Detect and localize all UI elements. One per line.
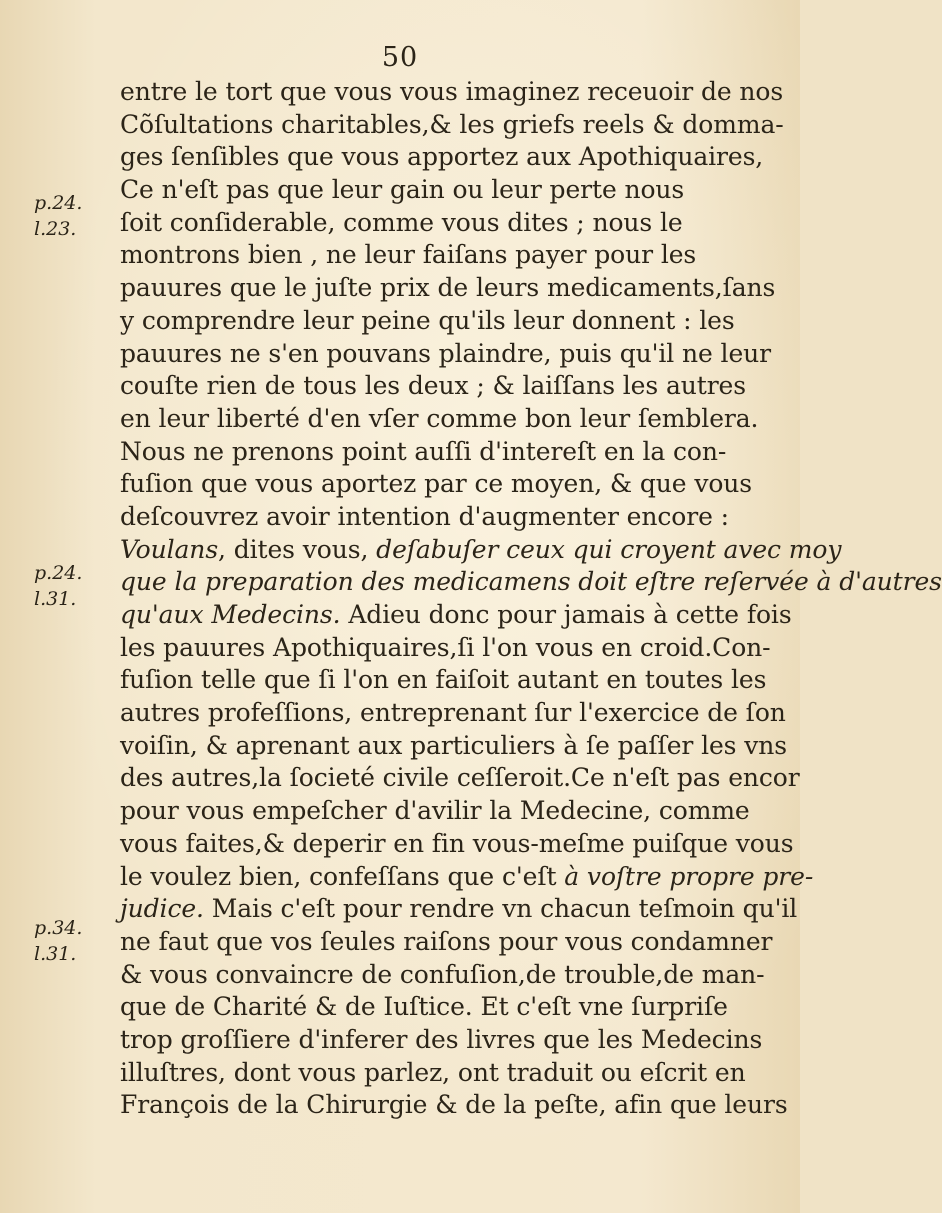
roman-text: François de la Chirurgie & de la peſte, afin que leurs xyxy=(120,1090,788,1120)
text-line xyxy=(120,338,772,371)
roman-text: que de Charité & de Iuſtice. Et c'eſt vne ſurpriſe xyxy=(120,992,728,1022)
roman-text: trop groſſiere d'inferer des livres que les Medecins xyxy=(120,1024,763,1054)
text-line xyxy=(120,795,760,828)
roman-text: , dites vous, xyxy=(218,534,377,564)
text-line xyxy=(120,207,760,240)
margin-note-line: l.23. xyxy=(34,218,77,240)
roman-text: en leur liberté d'en vſer comme bon leur ſemblera. xyxy=(120,403,759,433)
roman-text: les pauures Apothiquaires,ſi l'on vous en croid.Con- xyxy=(120,632,771,662)
italic-quote: qu'aux Medecins. xyxy=(120,600,341,629)
text-line xyxy=(120,1024,763,1057)
text-line xyxy=(120,926,773,959)
italic-quote: que la preparation des medicamens doit eſtre reſervée à d'autres xyxy=(120,567,942,597)
text-line xyxy=(120,174,760,207)
margin-note xyxy=(34,190,94,242)
text-line xyxy=(120,239,760,272)
roman-text: montrons bien , ne leur faiſans payer pour les xyxy=(120,240,697,270)
text-line xyxy=(120,861,814,894)
text-line xyxy=(120,959,765,992)
text-line xyxy=(120,893,798,926)
roman-text: illuſtres, dont vous parlez, ont traduit ou eſcrit en xyxy=(120,1057,746,1087)
italic-quote: à voſtre propre pre- xyxy=(564,861,814,891)
text-line xyxy=(120,403,760,436)
text-line xyxy=(120,1089,788,1122)
roman-text: ſoit conſiderable, comme vous dites ; nous le xyxy=(120,207,683,237)
roman-text: ges ſenſibles que vous apportez aux Apothiquaires, xyxy=(120,142,764,172)
roman-text: Adieu donc pour jamais à cette fois xyxy=(340,600,792,629)
margin-note xyxy=(34,915,94,967)
roman-text: couſte rien de tous les deux ; & laiſſans les autres xyxy=(120,371,746,401)
roman-text: fuſion telle que ſi l'on en faiſoit autant en toutes les xyxy=(120,665,767,695)
roman-text: pauures ne s'en pouvans plaindre, puis qu'il ne leur xyxy=(120,338,772,368)
roman-text: vous faites,& deperir en fin vous-meſme puiſque vous xyxy=(120,828,794,858)
roman-text: & vous convaincre de confuſion,de trouble,de man- xyxy=(120,959,765,989)
text-line xyxy=(120,141,764,174)
text-line xyxy=(120,991,760,1024)
text-line xyxy=(120,599,792,632)
italic-quote: judice. xyxy=(120,894,204,924)
roman-text: y comprendre leur peine qu'ils leur donnent : les xyxy=(120,305,735,335)
roman-text: le voulez bien, confeſſans que c'eſt xyxy=(120,861,565,891)
margin-note-page: p.34. xyxy=(34,917,83,939)
margin-note-line: l.31. xyxy=(34,588,77,610)
text-line xyxy=(120,305,760,338)
page-number: 50 xyxy=(381,42,419,73)
text-line xyxy=(120,534,842,567)
italic-quote: Voulans xyxy=(120,534,219,564)
roman-text: des autres,la ſocieté civile ceſſeroit.Ce n'eſt pas encor xyxy=(120,763,800,793)
text-line xyxy=(120,566,942,599)
text-line xyxy=(120,664,767,697)
text-line xyxy=(120,828,794,861)
roman-text: Cõſultations charitables,& les griefs reels & domma- xyxy=(120,109,784,139)
text-line xyxy=(120,501,760,534)
roman-text: ne faut que vos ſeules raiſons pour vous condamner xyxy=(120,926,773,956)
text-line xyxy=(120,468,760,501)
margin-note-page: p.24. xyxy=(34,562,83,584)
text-line xyxy=(120,109,784,142)
text-line xyxy=(120,436,760,469)
text-line xyxy=(120,76,784,109)
roman-text: autres profeſſions, entreprenant ſur l'exercice de ſon xyxy=(120,698,786,728)
roman-text: pour vous empeſcher d'avilir la Medecine, comme xyxy=(120,796,750,826)
italic-quote: deſabuſer ceux qui croyent avec moy xyxy=(376,534,842,564)
text-line xyxy=(120,730,788,763)
body-text xyxy=(120,76,942,1122)
text-line xyxy=(120,762,800,795)
roman-text: deſcouvrez avoir intention d'augmenter encore : xyxy=(120,501,729,531)
margin-note-page: p.24. xyxy=(34,192,83,214)
text-line xyxy=(120,697,786,730)
roman-text: Nous ne prenons point auſſi d'intereſt en la con- xyxy=(120,436,727,466)
text-line xyxy=(120,370,760,403)
text-line xyxy=(120,632,771,665)
margin-note xyxy=(34,560,94,612)
roman-text: Mais c'eſt pour rendre vn chacun teſmoin qu'il xyxy=(203,894,798,924)
roman-text: pauures que le juſte prix de leurs medicaments,ſans xyxy=(120,273,776,303)
text-line xyxy=(120,1057,760,1090)
roman-text: Ce n'eſt pas que leur gain ou leur perte nous xyxy=(120,175,685,205)
roman-text: fuſion que vous aportez par ce moyen, & que vous xyxy=(120,469,753,499)
roman-text: entre le tort que vous vous imaginez receuoir de nos xyxy=(120,77,784,106)
margin-note-line: l.31. xyxy=(34,943,77,965)
roman-text: voiſin, & aprenant aux particuliers à ſe paſſer les vns xyxy=(120,730,788,760)
text-line xyxy=(120,272,776,305)
